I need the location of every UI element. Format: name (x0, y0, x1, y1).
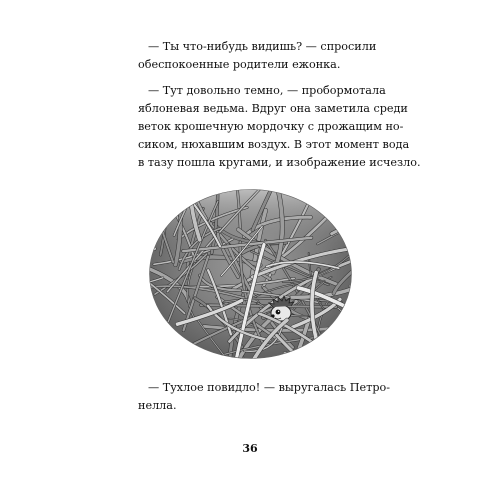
text-line: — Ты что-нибудь видишь? — спросили (148, 40, 377, 53)
page-number: 36 (242, 442, 258, 455)
text-line: нелла. (138, 399, 177, 412)
text-line: веток крошечную мордочку с дрожащим но- (138, 120, 404, 133)
paragraph-question (138, 38, 377, 74)
text-line: обеспокоенные родители ежонка. (138, 58, 341, 71)
paragraph-petronella (138, 379, 391, 415)
text-line: — Тухлое повидло! — выругалась Петро- (148, 381, 391, 394)
text-line: яблоневая ведьма. Вдруг она заметила среди (138, 102, 408, 115)
text-line: сиком, нюхавшим воздух. В этот момент вода (138, 138, 410, 151)
text-line: в тазу пошла кругами, и изображение исчезло. (138, 156, 421, 169)
text-line: — Тут довольно темно, — пробормотала (148, 84, 386, 97)
paragraph-witch-answer (138, 82, 421, 172)
hedgehog-in-branches-illustration (149, 189, 352, 359)
